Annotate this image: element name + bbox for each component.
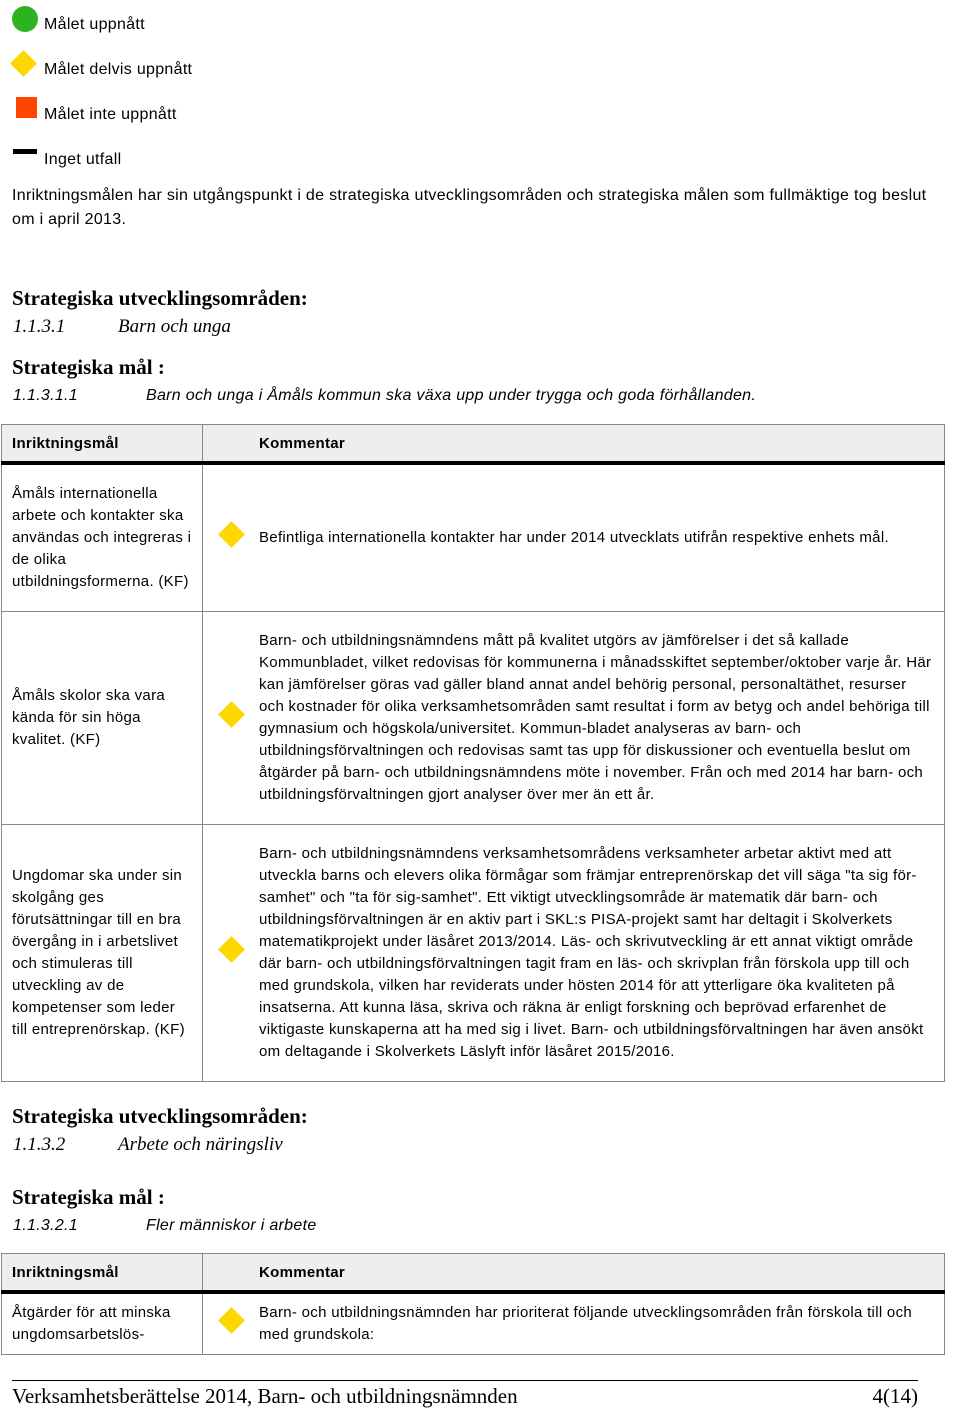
red-square-icon [16,97,37,118]
goal-cell: Ungdomar ska under sin skolgång ges förutsättningar till en bra övergång in i arbetslivet och stimuleras till utveckling av de kompetenser som leder till entreprenörskap. (KF) [2,824,203,1081]
area-name: Barn och unga [118,316,231,337]
page-number: 4(14) [872,1384,918,1408]
goal-text: Barn och unga i Åmåls kommun ska växa upp under trygga och goda förhållanden. [146,387,757,404]
yellow-diamond-icon [218,521,245,548]
goal-cell: Åmåls skolor ska vara kända för sin höga kvalitet. (KF) [2,611,203,824]
status-cell [203,611,260,824]
status-cell [203,463,260,611]
area-number: 1.1.3.1 [13,316,66,337]
area-heading: Strategiska utvecklingsområden: [12,286,308,310]
comment-cell: Barn- och utbildningsnämndens mått på kvalitet utgörs av jämförelser i det så kallade Kommunbladet, vilket redovisas för kommunerna i månadsskiftet september/oktober varje år. Här kan jämförelser göras vad gäller bland annat andel behörig personal, personaltäthet, resurser och kostnader för olika verksamhetsområden samt resultat i form av betyg och andel behöriga till gymnasium och högskola/universitet. Kommun-bladet analyseras av barn- och utbildningsförvaltningen och redovisas samt tas upp för diskussioner och eventuella beslut om åtgärder på barn- och utbildningsnämndens möte i november. Från och med 2014 har barn- och utbildningsförvaltningen gjort analyser över mer än ett år. [259,611,945,824]
table-row [2,1292,945,1355]
goal-heading: Strategiska mål : [12,1185,165,1209]
area-heading: Strategiska utvecklingsområden: [12,1104,308,1128]
legend-label: Inget utfall [44,151,122,168]
column-header-comment: Kommentar [259,1254,945,1293]
goal-text: Fler människor i arbete [146,1217,317,1234]
yellow-diamond-icon [218,1307,245,1334]
dash-icon [13,149,37,154]
yellow-diamond-icon [218,936,245,963]
column-header-goal: Inriktningsmål [2,425,203,464]
goal-number: 1.1.3.2.1 [13,1217,78,1234]
comment-cell: Barn- och utbildningsnämndens verksamhetsområdens verksamheter arbetar aktivt med att utveckla barns och elevers olika förmågar som främjar entreprenörskap det vill säga "ta sig för-samhet" och "ta för sig-samhet". Ett viktigt utvecklingsområde är matematik där barn- och utbildningsförvaltningen är en aktiv part i SKL:s PISA-projekt samt har deltagit i Skolverkets matematikprojekt under läsåret 2013/2014. Läs- och skrivutveckling är ett annat viktigt område där barn- och utbildningsförvaltningen tagit fram en läs- och skrivplan från förskola upp till och med grundskola, vilken har reviderats under hösten 2014 för att ytterligare öka kvaliteten på insatserna. Att kunna läsa, skriva och räkna är enligt forskning och beprövad erfarenhet de viktigaste kunskaperna att ha med sig i livet. Barn- och utbildningsförvaltningen har även ansökt om deltagande i Skolverkets Läslyft inför läsåret 2015/2016. [259,824,945,1081]
legend-label: Målet uppnått [44,16,145,33]
table-row [2,463,945,611]
yellow-diamond-icon [10,50,37,77]
area-number: 1.1.3.2 [13,1134,66,1155]
page-footer [12,1380,918,1408]
goals-table [1,424,945,1082]
column-header-goal: Inriktningsmål [2,1254,203,1293]
table-row [2,611,945,824]
goal-number: 1.1.3.1.1 [13,387,78,404]
status-cell [203,1292,260,1355]
footer-title: Verksamhetsberättelse 2014, Barn- och utbildningsnämnden [12,1384,518,1408]
legend-label: Målet inte uppnått [44,106,177,123]
yellow-diamond-icon [218,701,245,728]
legend-label: Målet delvis uppnått [44,61,193,78]
table-row [2,824,945,1081]
column-header-status [203,1254,260,1293]
goals-table [1,1253,945,1355]
goal-cell: Åmåls internationella arbete och kontakter ska användas och integreras i de olika utbildningsformerna. (KF) [2,463,203,611]
comment-cell: Barn- och utbildningsnämnden har prioriterat följande utvecklingsområden från förskola till och med grundskola: [259,1292,945,1355]
column-header-comment: Kommentar [259,425,945,464]
column-header-status [203,425,260,464]
area-name: Arbete och näringsliv [118,1134,283,1155]
table-header [2,425,945,464]
table-header [2,1254,945,1293]
comment-cell: Befintliga internationella kontakter har under 2014 utvecklats utifrån respektive enhets mål. [259,463,945,611]
status-cell [203,824,260,1081]
goal-cell: Åtgärder för att minska ungdomsarbetslös- [2,1292,203,1355]
goal-heading: Strategiska mål : [12,355,165,379]
intro-paragraph: Inriktningsmålen har sin utgångspunkt i de strategiska utvecklingsområden och strategiska målen som fullmäktige tog beslut om i april 2013. [12,187,927,228]
green-circle-icon [12,6,38,32]
